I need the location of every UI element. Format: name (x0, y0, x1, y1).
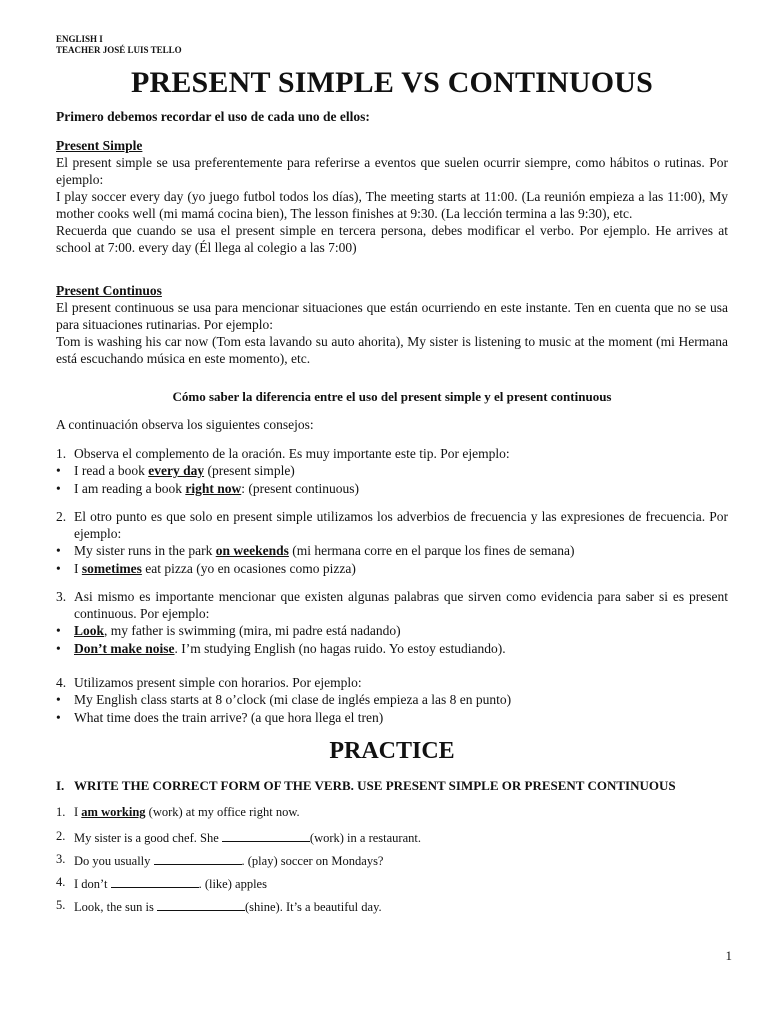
page-number: 1 (725, 948, 732, 963)
section-heading: WRITE THE CORRECT FORM OF THE VERB. USE PRESENT SIMPLE OR PRESENT CONTINUOUS (74, 778, 676, 793)
example-answer: am working (81, 805, 146, 819)
section-number: I. (56, 778, 65, 793)
teacher-label: TEACHER JOSÉ LUIS TELLO (56, 45, 182, 55)
list-item: • I sometimes eat pizza (yo en ocasiones como pizza) (56, 561, 356, 576)
bullet-icon: • (56, 561, 61, 576)
tip-3 (56, 588, 728, 658)
exercise-instructions (56, 778, 728, 794)
exercise-item-3: 3. Do you usually . (play) soccer on Mondays? (56, 852, 384, 868)
page-title: PRESENT SIMPLE VS CONTINUOUS (130, 66, 654, 99)
tip-2 (56, 508, 728, 578)
bullet-icon: • (56, 641, 61, 656)
practice-title: PRACTICE (329, 738, 455, 764)
exercise-item-2: 2. My sister is a good chef. She (work) in a restaurant. (56, 829, 421, 845)
list-item: • Look, my father is swimming (mira, mi padre está nadando) (56, 623, 401, 638)
tip-text: Asi mismo es importante mencionar que existen algunas palabras que sirven como evidencia para saber si es present continuous. Por ejemplo: (74, 589, 728, 621)
header (56, 34, 182, 56)
present-simple-paragraph: El present simple se usa preferentemente para referirse a eventos que suelen ocurrir siempre, como hábitos o rutinas. Por ejemplo: (56, 155, 728, 187)
list-item: • My English class starts at 8 o’clock (mi clase de inglés empieza a las 8 en punto) (56, 692, 512, 707)
difference-heading: Cómo saber la diferencia entre el uso del present simple y el present continuous (172, 389, 612, 404)
present-simple-examples: I play soccer every day (yo juego futbol todos los días), The meeting starts at 11:00. (La reunión empieza a las 11:00), My mother cooks well (mi mamá cocina bien), The lesson finishes at 9:30. (La lección termina a las 9:30), etc. (56, 189, 728, 221)
tip-text: Observa el complemento de la oración. Es muy importante este tip. Por ejemplo: (74, 446, 510, 461)
present-simple-note: Recuerda que cuando se usa el present simple en tercera persona, debes modificar el verbo. Por ejemplo. He arrives at school at 7:00. every day (Él llega al colegio a las 7:00) (56, 223, 728, 255)
tip-text: Utilizamos present simple con horarios. Por ejemplo: (74, 675, 362, 690)
intro-text: Primero debemos recordar el uso de cada uno de ellos: (56, 109, 370, 124)
bullet-icon: • (56, 623, 61, 638)
course-label: ENGLISH I (56, 34, 103, 44)
answer-blank[interactable] (111, 875, 199, 888)
present-continuous-heading: Present Continuos (56, 283, 162, 298)
tips-intro: A continuación observa los siguientes consejos: (56, 417, 314, 432)
present-continuous-section (56, 282, 728, 367)
answer-blank[interactable] (154, 852, 242, 865)
present-simple-heading: Present Simple (56, 138, 143, 153)
list-item: • I am reading a book right now: (present continuous) (56, 481, 359, 496)
bullet-icon: • (56, 710, 61, 725)
list-item: • Don’t make noise. I’m studying English (no hagas ruido. Yo estoy estudiando). (56, 641, 506, 656)
tip-number: 3. (56, 589, 67, 604)
exercise-item-4: 4. I don’t . (like) apples (56, 875, 267, 891)
present-simple-section (56, 137, 728, 256)
present-continuous-paragraph: El present continuous se usa para mencionar situaciones que están ocurriendo en este instante. Ten en cuenta que no se usa para situaciones rutinarias. Por ejemplo: (56, 300, 728, 332)
bullet-icon: • (56, 543, 61, 558)
answer-blank[interactable] (222, 829, 310, 842)
tip-1 (56, 445, 728, 498)
list-item: • My sister runs in the park on weekends (mi hermana corre en el parque los fines de semana) (56, 543, 575, 558)
answer-blank[interactable] (157, 898, 245, 911)
present-continuous-examples: Tom is washing his car now (Tom esta lavando su auto ahorita), My sister is listening to music at the moment (mi Hermana está escuchando música en este momento), etc. (56, 334, 728, 366)
bullet-icon: • (56, 692, 61, 707)
list-item: • What time does the train arrive? (a que hora llega el tren) (56, 710, 384, 725)
tip-4 (56, 674, 728, 727)
exercise-item-5: 5. Look, the sun is (shine). It’s a beautiful day. (56, 898, 382, 914)
bullet-icon: • (56, 481, 61, 496)
tip-number: 4. (56, 675, 67, 690)
tip-number: 1. (56, 446, 67, 461)
list-item: • I read a book every day (present simple) (56, 463, 295, 478)
tip-text: El otro punto es que solo en present simple utilizamos los adverbios de frecuencia y las expresiones de frecuencia. Por ejemplo: (74, 509, 728, 541)
tip-number: 2. (56, 509, 67, 524)
exercise-item-1: 1. I am working (work) at my office right now. (56, 805, 300, 819)
bullet-icon: • (56, 463, 61, 478)
